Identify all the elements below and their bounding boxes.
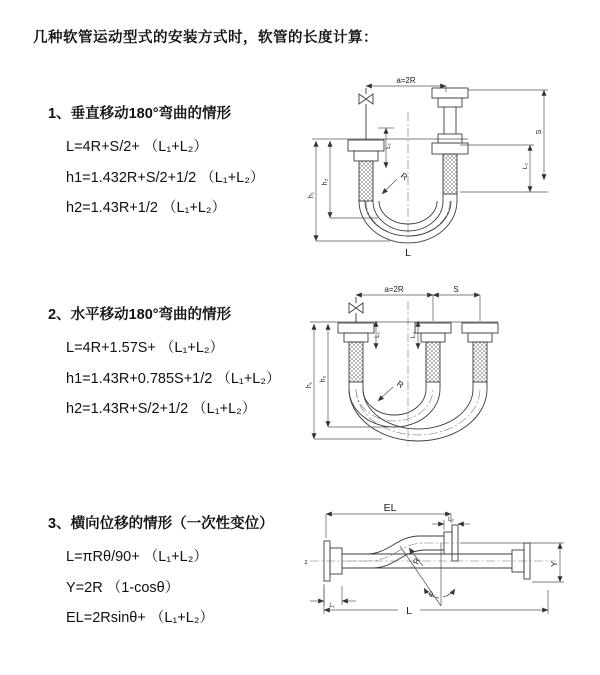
formula-list — [66, 132, 264, 224]
dim-label-h2: h₂ — [322, 178, 329, 186]
left-flange-fitting — [348, 140, 384, 201]
dim-label-el: EL — [383, 502, 397, 514]
section-lateral — [48, 512, 274, 634]
page-title: 几种软管运动型式的安装方式时，软管的长度计算： — [33, 30, 378, 46]
valve-icon — [359, 88, 373, 140]
dim-label-a2r: a=2R — [396, 76, 416, 85]
formula-line: L=πRθ/90+ （L₁+L₂） — [66, 549, 208, 565]
dim-label-r: R — [398, 170, 410, 183]
dim-label-l2: L₂ — [448, 517, 454, 523]
formula-line: h2=1.43R+S/2+1/2 （L₁+L₂） — [66, 401, 257, 417]
section-vertical-180 — [48, 102, 264, 224]
dim-label-h1: h₁ — [308, 191, 315, 199]
dim-label-l2: L₂ — [410, 331, 417, 339]
section-heading: 2、水平移动180°弯曲的情形 — [48, 307, 232, 323]
dim-label-s: S — [534, 129, 543, 135]
section-heading: 1、垂直移动180°弯曲的情形 — [48, 106, 232, 122]
diagram-lateral-displacement — [298, 498, 598, 646]
diagram-vertical-180-bend — [298, 70, 588, 262]
valve-icon — [349, 297, 363, 323]
hose-curves — [359, 194, 457, 243]
dim-label-h1: h₁ — [306, 381, 313, 389]
formula-list — [66, 333, 280, 425]
hose-curves — [349, 382, 487, 441]
dim-label-s: S — [453, 285, 459, 294]
dim-label-l-total: L — [405, 247, 411, 259]
dim-label-r: R — [411, 556, 422, 566]
formula-line: Y=2R （1-cosθ） — [66, 579, 180, 596]
dim-label-l-total: L — [406, 605, 412, 617]
formula-line: h1=1.432R+S/2+1/2 （L₁+L₂） — [66, 169, 265, 186]
formula-line: EL=2Rsinθ+ （L₁+L₂） — [66, 610, 214, 626]
diagram-horizontal-180-bend — [298, 281, 598, 461]
formula-line: h2=1.43R+1/2 （L₁+L₂） — [66, 200, 227, 216]
dim-label-theta: θ — [429, 592, 433, 599]
dimension-lines — [314, 295, 480, 439]
dim-label-l2: L₂ — [522, 162, 529, 170]
dim-label-h2: h₂ — [320, 375, 327, 383]
dim-label-l1: L₁ — [374, 332, 381, 338]
formula-line: L=4R+1.57S+ （L₁+L₂） — [66, 340, 225, 356]
angle-construction — [400, 543, 455, 606]
dim-label-l1: L₁ — [385, 143, 392, 149]
formula-line: L=4R+S/2+ （L₁+L₂） — [66, 139, 208, 155]
centerlines — [310, 543, 564, 561]
dim-label-r: R — [394, 378, 406, 391]
dimension-lines — [316, 86, 548, 241]
dim-label-a2r: a=2R — [384, 285, 404, 294]
formula-line: h1=1.43R+0.785S+1/2 （L₁+L₂） — [66, 370, 281, 387]
dim-label-y: Y — [549, 561, 559, 567]
dim-label-l1: L₁ — [329, 603, 335, 609]
section-horizontal-180 — [48, 303, 280, 425]
formula-list — [66, 542, 274, 634]
right-flange-fitting — [432, 88, 468, 194]
centerline-z-mark: z — [304, 560, 308, 566]
section-heading: 3、横向位移的情形（一次性变位） — [48, 516, 274, 532]
dimension-lines — [310, 514, 564, 614]
